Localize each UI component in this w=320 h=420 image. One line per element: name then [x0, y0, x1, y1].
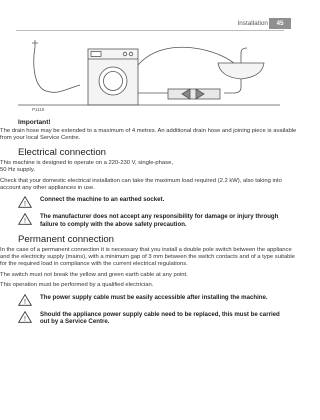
important-text: The drain hose may be extended to a maximum of 4 metres. An additional drain hose and joining piece is available from your local Service Centre.: [0, 128, 297, 142]
warning-block: [18, 213, 282, 228]
warning-block: [18, 294, 282, 306]
paragraph: This operation must be performed by a qualified electrician.: [0, 282, 154, 289]
svg-text:!: !: [24, 298, 26, 306]
svg-text:!: !: [24, 218, 26, 226]
header-rule: [16, 30, 284, 31]
warning-text: Connect the machine to an earthed socket.: [40, 196, 165, 204]
section-heading-permanent: Permanent connection: [18, 233, 114, 245]
warning-icon: [18, 196, 32, 208]
water-tap-icon: [32, 40, 38, 47]
drain-trap-icon: [168, 89, 220, 99]
warning-block: [18, 311, 282, 326]
figure-code: P1118: [32, 107, 45, 112]
warning-icon: [18, 213, 32, 225]
header-title: Installation: [237, 20, 268, 27]
svg-text:!: !: [24, 201, 26, 209]
svg-text:!: !: [24, 315, 26, 323]
installation-diagram: [18, 35, 280, 115]
paragraph: This machine is designed to operate on a 220-230 V, single-phase,: [0, 159, 173, 166]
paragraph: Check that your domestic electrical installation can take the maximum load required (2.2 kW), also taking into account any other appliances in use.: [0, 177, 282, 192]
sink-icon: [218, 63, 264, 79]
warning-icon: [18, 294, 32, 306]
paragraph: In the case of a permanent connection it is necessary that you install a double pole switch between the appliance and the electricity supply (mains), with a minimum gap of 3 mm between the switch contacts and of a type suitable for the required load in compliance with the current electrical regulations.: [0, 246, 295, 268]
page-number: 45: [269, 18, 291, 29]
paragraph: The switch must not break the yellow and green earth cable at any point.: [0, 271, 188, 278]
section-heading-electrical: Electrical connection: [18, 146, 106, 158]
warning-text: The power supply cable must be easily accessible after installing the machine.: [40, 293, 268, 301]
warning-text: Should the appliance power supply cable need to be replaced, this must be carried out by a Service Centre.: [40, 310, 280, 326]
important-label: Important!: [18, 119, 51, 126]
paragraph: 50 Hz supply.: [0, 167, 35, 174]
warning-block: [18, 196, 282, 208]
warning-icon: [18, 311, 32, 323]
warning-text: The manufacturer does not accept any responsibility for damage or injury through failure to comply with the above safety precaution.: [40, 213, 279, 229]
